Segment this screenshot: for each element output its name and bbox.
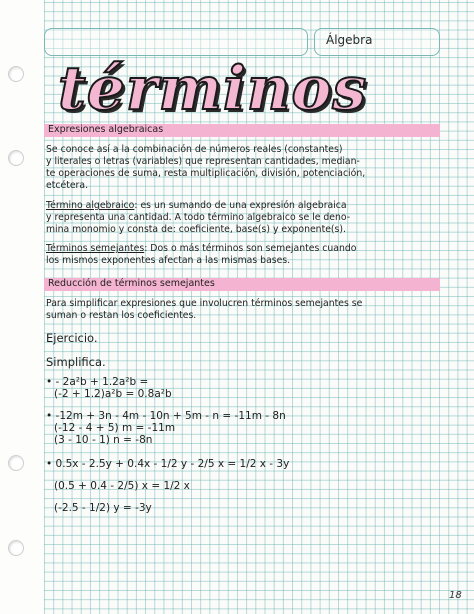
bullet-icon: • [46, 458, 53, 470]
punch-hole [8, 66, 24, 82]
punch-hole [8, 540, 24, 556]
definition-line [46, 243, 356, 255]
text-line: suman o restan los coeficientes. [46, 310, 197, 321]
header-box-left [44, 28, 308, 56]
text-line: y literales o letras (variables) que representan cantidades, median- [46, 156, 360, 167]
exercise-step: (3 - 10 - 1) n = -8n [54, 434, 153, 446]
exercise-expression: 0.5x - 2.5y + 0.4x - 1/2 y - 2/5 x = 1/2 x - 3y [55, 458, 290, 470]
simplify-label: Simplifica. [46, 355, 106, 369]
bullet-icon: • [46, 376, 53, 388]
exercise-step: (-2.5 - 1/2) y = -3y [54, 502, 152, 514]
section-heading-reduccion: Reducción de términos semejantes [48, 278, 215, 289]
exercise-expression: - 2a²b + 1.2a²b = [55, 376, 149, 388]
similar-label: Términos semejantes [46, 243, 145, 254]
punch-hole [8, 455, 24, 471]
exercise-line [46, 458, 289, 470]
text-line: te operaciones de suma, resta multiplicación, división, potenciación, [46, 168, 366, 179]
exercise-step: (-12 - 4 + 5) m = -11m [54, 422, 176, 434]
term-definition: : es un sumando de una expresión algebraica [134, 200, 347, 211]
exercise-expression: -12m + 3n - 4m - 10n + 5m - n = -11m - 8n [55, 410, 286, 422]
punch-hole [8, 150, 24, 166]
exercise-line [46, 410, 286, 422]
page-margin [0, 0, 44, 614]
exercise-line [46, 376, 148, 388]
similar-definition: : Dos o más términos son semejantes cuando [144, 243, 357, 254]
bullet-icon: • [46, 410, 53, 422]
text-line: mina monomio y consta de: coeficiente, base(s) y exponente(s). [46, 224, 346, 235]
text-line: etcétera. [46, 180, 89, 191]
exercise-step: (0.5 + 0.4 - 2/5) x = 1/2 x [54, 480, 190, 492]
text-line: Se conoce así a la combinación de números reales (constantes) [46, 144, 343, 155]
exercise-step: (-2 + 1.2)a²b = 0.8a²b [54, 388, 172, 400]
exercise-label: Ejercicio. [46, 331, 98, 345]
subject-label: Álgebra [326, 33, 373, 47]
section-heading-expresiones: Expresiones algebraicas [48, 124, 164, 135]
definition-line [46, 200, 347, 212]
text-line: y representa una cantidad. A todo término algebraico se le deno- [46, 212, 351, 223]
page-title: términos [58, 54, 368, 124]
text-line: Para simplificar expresiones que involucren términos semejantes se [46, 298, 363, 309]
term-label: Término algebraico [46, 200, 135, 211]
text-line: los mismos exponentes afectan a las mismas bases. [46, 255, 291, 266]
page-number: 18 [449, 590, 462, 601]
